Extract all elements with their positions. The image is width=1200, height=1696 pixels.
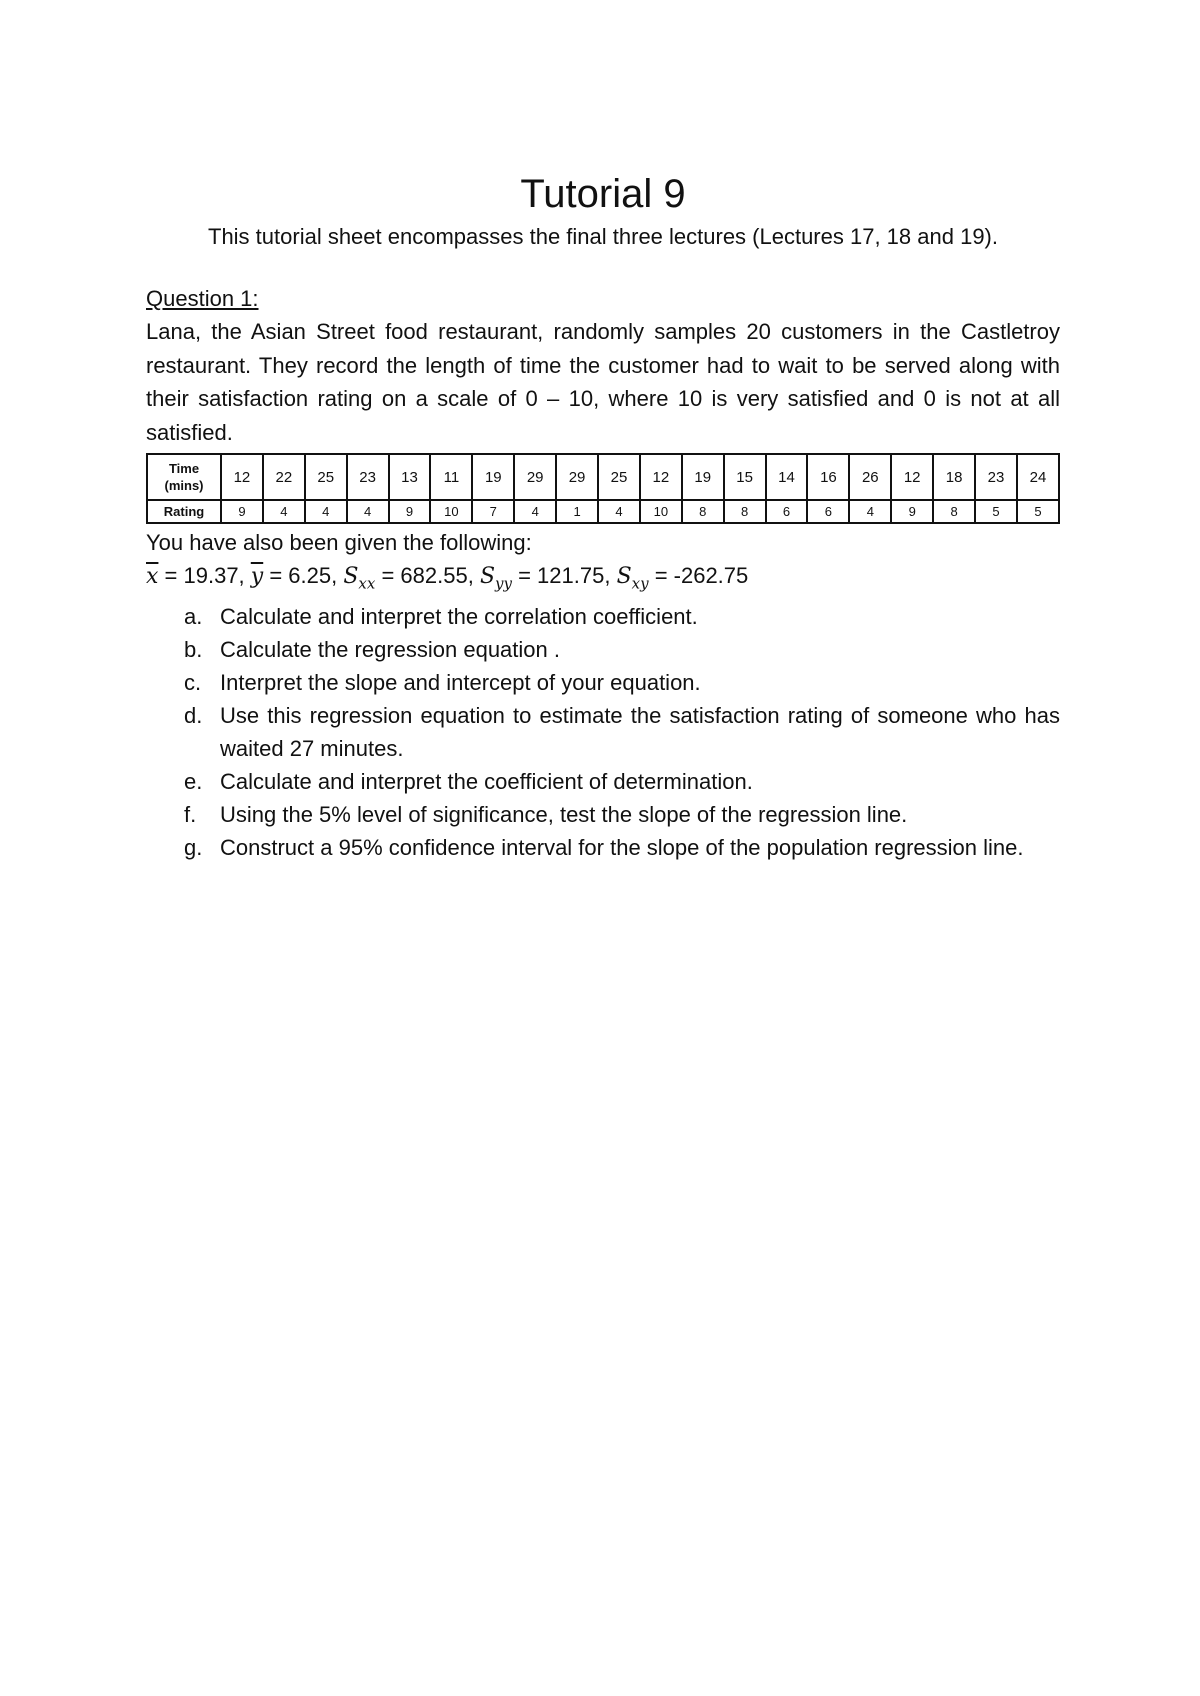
part-text: Calculate the regression equation .	[220, 637, 560, 663]
rating-cell: 4	[849, 500, 891, 523]
rating-cell: 4	[263, 500, 305, 523]
x-bar-value: = 19.37,	[158, 563, 251, 588]
part-letter: f.	[184, 802, 197, 828]
time-cell: 18	[933, 454, 975, 500]
part-text: Use this regression equation to estimate the satisfaction rating of someone who has waited 27 minutes.	[220, 703, 1060, 762]
time-cell: 14	[766, 454, 808, 500]
page-subtitle: This tutorial sheet encompasses the final three lectures (Lectures 17, 18 and 19).	[208, 224, 998, 249]
part-text: Calculate and interpret the coefficient of determination.	[220, 769, 753, 795]
rating-cell: 4	[305, 500, 347, 523]
time-header-cell	[147, 454, 221, 500]
y-bar-symbol: $\overline{y}$	[250, 564, 264, 589]
part-text: Construct a 95% confidence interval for the slope of the population regression line.	[220, 835, 1024, 861]
time-cell: 13	[389, 454, 431, 500]
syy-subscript: yy	[495, 574, 512, 593]
syy-value: = 121.75,	[511, 563, 617, 588]
question-part-a	[146, 600, 1060, 633]
part-text: Interpret the slope and intercept of your equation.	[220, 670, 701, 696]
time-row	[147, 454, 1059, 500]
y-bar-value: = 6.25,	[263, 563, 344, 588]
rating-cell: 10	[430, 500, 472, 523]
rating-cell: 10	[640, 500, 682, 523]
sxx-subscript: xx	[358, 574, 376, 593]
part-letter: c.	[184, 670, 202, 696]
data-table	[146, 453, 1060, 524]
time-cell: 12	[891, 454, 933, 500]
question-part-c	[146, 666, 1060, 699]
rating-cell: 9	[891, 500, 933, 523]
sxx-value: = 682.55,	[375, 563, 480, 588]
time-cell: 19	[472, 454, 514, 500]
time-cell: 12	[221, 454, 263, 500]
time-header-unit: (mins)	[164, 478, 204, 493]
time-cell: 16	[807, 454, 849, 500]
time-cell: 22	[263, 454, 305, 500]
question-part-b	[146, 633, 1060, 666]
time-cell: 15	[724, 454, 766, 500]
time-cell: 19	[682, 454, 724, 500]
rating-cell: 5	[975, 500, 1017, 523]
time-cell: 29	[514, 454, 556, 500]
rating-cell: 4	[347, 500, 389, 523]
rating-cell: 6	[807, 500, 849, 523]
rating-cell: 7	[472, 500, 514, 523]
question-parts-list	[146, 600, 1060, 864]
rating-cell: 4	[598, 500, 640, 523]
summary-statistics	[146, 559, 1060, 600]
rating-row	[147, 500, 1059, 523]
rating-cell: 8	[933, 500, 975, 523]
part-letter: a.	[184, 604, 203, 630]
question-part-g	[146, 831, 1060, 864]
page-title: Tutorial 9	[520, 172, 686, 216]
part-text: Calculate and interpret the correlation coefficient.	[220, 604, 698, 630]
question-part-e	[146, 765, 1060, 798]
part-letter: e.	[184, 769, 203, 795]
x-bar-symbol: $\overline{x}$	[146, 564, 159, 589]
syy-symbol: S	[479, 564, 496, 589]
question-part-d	[146, 699, 1060, 765]
document-content	[146, 170, 1060, 864]
part-letter: d.	[184, 703, 203, 729]
question-part-f	[146, 798, 1060, 831]
rating-cell: 9	[389, 500, 431, 523]
rating-cell: 6	[766, 500, 808, 523]
given-text: You have also been given the following:	[146, 530, 532, 555]
rating-cell: 1	[556, 500, 598, 523]
time-cell: 26	[849, 454, 891, 500]
time-cell: 23	[975, 454, 1017, 500]
time-header-label: Time	[168, 461, 200, 476]
question-intro: Lana, the Asian Street food restaurant, randomly samples 20 customers in the Castletroy restaurant. They record the length of time the customer had to wait to be served along with their satisfaction rating on a scale of 0 – 10, where 10 is very satisfied and 0 is not at all satisfied.	[146, 319, 1060, 445]
time-cell: 25	[305, 454, 347, 500]
rating-cell: 8	[682, 500, 724, 523]
sxy-subscript: xy	[631, 574, 649, 593]
time-cell: 12	[640, 454, 682, 500]
rating-cell: 8	[724, 500, 766, 523]
sxy-symbol: S	[616, 564, 632, 589]
time-cell: 29	[556, 454, 598, 500]
part-letter: g.	[184, 835, 203, 861]
sxx-symbol: S	[343, 564, 359, 589]
time-cell: 23	[347, 454, 389, 500]
rating-cell: 4	[514, 500, 556, 523]
sxy-value: = -262.75	[648, 563, 749, 588]
rating-header-cell: Rating	[147, 500, 221, 523]
part-text: Using the 5% level of significance, test the slope of the regression line.	[220, 802, 908, 828]
question-heading: Question 1:	[146, 286, 259, 311]
rating-cell: 5	[1017, 500, 1059, 523]
time-cell: 24	[1017, 454, 1059, 500]
time-cell: 25	[598, 454, 640, 500]
rating-cell: 9	[221, 500, 263, 523]
time-cell: 11	[430, 454, 472, 500]
part-letter: b.	[184, 637, 203, 663]
